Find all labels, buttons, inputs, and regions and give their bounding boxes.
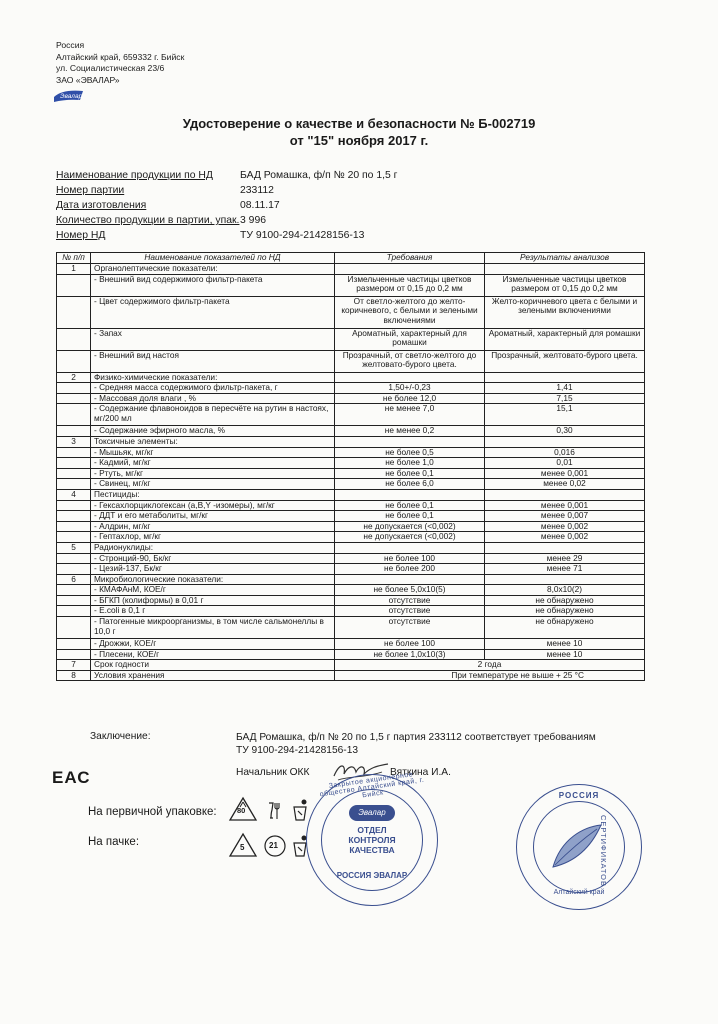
result: менее 0,002 (485, 532, 645, 543)
requirement: не более 6,0 (335, 479, 485, 490)
info-value: 08.11.17 (240, 200, 280, 211)
table-header-row (57, 253, 645, 264)
row-number: 6 (57, 574, 91, 585)
bin-icon (292, 798, 310, 824)
result: менее 0,02 (485, 479, 645, 490)
indicator-name: - Ртуть, мг/кг (91, 468, 335, 479)
table-row (57, 479, 645, 490)
indicator-name: Радионуклиды: (91, 542, 335, 553)
indicator-name: Органолептические показатели: (91, 264, 335, 275)
row-number (57, 606, 91, 617)
indicator-name: - Стронций-90, Бк/кг (91, 553, 335, 564)
info-value: ТУ 9100-294-21428156-13 (240, 230, 365, 241)
requirement (335, 542, 485, 553)
table-row (57, 585, 645, 596)
table-row (57, 564, 645, 575)
row-number (57, 468, 91, 479)
row-number (57, 564, 91, 575)
address-line: Россия (56, 40, 85, 50)
table-row (57, 532, 645, 543)
requirement: Прозрачный, от светло-желтого до желтовато-бурого цвета. (335, 350, 485, 372)
requirement: Ароматный, характерный для ромашки (335, 328, 485, 350)
info-row-nd (56, 230, 364, 241)
table-row (57, 393, 645, 404)
info-value: 233112 (240, 185, 274, 196)
document-title (0, 115, 718, 149)
row-number (57, 595, 91, 606)
conclusion-label: Заключение: (90, 731, 151, 742)
result (485, 574, 645, 585)
table-row (57, 639, 645, 650)
info-value: БАД Ромашка, ф/п № 20 по 1,5 г (240, 170, 398, 181)
row-number: 8 (57, 670, 91, 681)
requirement: не более 100 (335, 553, 485, 564)
row-number (57, 511, 91, 522)
result: не обнаружено (485, 595, 645, 606)
indicator-name: - КМАФАнМ, КОЕ/г (91, 585, 335, 596)
stamp-line: КАЧЕСТВА (349, 845, 395, 855)
table-row (57, 670, 645, 681)
indicator-name: - Внешний вид настоя (91, 350, 335, 372)
stamp-top-text: РОССИЯ (558, 791, 600, 800)
title-line-2: от "15" ноября 2017 г. (289, 133, 429, 148)
requirement (335, 574, 485, 585)
row-number (57, 383, 91, 394)
title-line-1: Удостоверение о качестве и безопасности № Б-002719 (182, 116, 536, 131)
row-number (57, 447, 91, 458)
indicator-name: - БГКП (колиформы) в 0,01 г (91, 595, 335, 606)
result: Прозрачный, желтовато-бурого цвета. (485, 350, 645, 372)
requirement: не более 1,0x10(3) (335, 649, 485, 660)
signature-role: Начальник ОКК (236, 767, 310, 778)
table-body (57, 264, 645, 681)
indicator-name: - Кадмий, мг/кг (91, 458, 335, 469)
row-number (57, 404, 91, 426)
table-section-row (57, 436, 645, 447)
indicator-name: Физико-химические показатели: (91, 372, 335, 383)
company-name: ЗАО «ЭВАЛАР» (56, 74, 120, 85)
result: 0,01 (485, 458, 645, 469)
recycling-21-icon (262, 834, 288, 858)
requirement (335, 264, 485, 275)
info-row-quantity (56, 215, 266, 226)
requirement: не менее 0,2 (335, 426, 485, 437)
requirement: отсутствие (335, 617, 485, 639)
result: 1,41 (485, 383, 645, 394)
table-row (57, 606, 645, 617)
package-label: На пачке: (88, 836, 140, 848)
table-row (57, 649, 645, 660)
eac-mark: ЕАС (52, 768, 91, 787)
requirement: не более 0,1 (335, 468, 485, 479)
indicator-name: - Дрожжи, КОЕ/г (91, 639, 335, 650)
requirement: отсутствие (335, 595, 485, 606)
requirement (335, 436, 485, 447)
row-number: 5 (57, 542, 91, 553)
row-number: 7 (57, 660, 91, 671)
row-number (57, 617, 91, 639)
conclusion-line-1: БАД Ромашка, ф/п № 20 по 1,5 г партия 233112 соответствует требованиям (236, 732, 596, 743)
indicator-name: - Массовая доля влаги , % (91, 393, 335, 404)
quality-table (56, 252, 645, 681)
row-number (57, 639, 91, 650)
indicator-name: - ДДТ и его метаболиты, мг/кг (91, 511, 335, 522)
indicator-name: Пестициды: (91, 489, 335, 500)
info-label: Дата изготовления (56, 200, 147, 211)
company-address (56, 40, 184, 86)
row-number (57, 532, 91, 543)
row-number (57, 350, 91, 372)
result: менее 0,002 (485, 521, 645, 532)
row-number: 1 (57, 264, 91, 275)
info-row-date (56, 200, 280, 211)
requirement: не менее 7,0 (335, 404, 485, 426)
info-row-product (56, 170, 397, 181)
indicator-name: Условия хранения (91, 670, 335, 681)
requirement: не более 5,0x10(5) (335, 585, 485, 596)
stamp-ring-text: СЕРТИФИКАТОВ (599, 815, 608, 888)
indicator-name: Срок годности (91, 660, 335, 671)
indicator-name: - Гептахлор, мг/кг (91, 532, 335, 543)
requirement (335, 372, 485, 383)
result: Измельченные частицы цветков размером от 0,15 до 0,2 мм (485, 274, 645, 296)
info-label: Наименование продукции по НД (56, 170, 213, 181)
result: менее 0,007 (485, 511, 645, 522)
stamp-logo: Эвалар (349, 805, 395, 821)
row-number: 4 (57, 489, 91, 500)
info-label: Номер партии (56, 185, 125, 196)
table-section-row (57, 372, 645, 383)
info-label: Количество продукции в партии, упак. (56, 215, 240, 226)
row-number (57, 649, 91, 660)
row-value: При температуре не выше + 25 °С (335, 670, 645, 681)
signature-name: Вяткина И.А. (390, 767, 451, 778)
stamp-ring-text: Закрытое акционерное общество Алтайский край, г. Бийск (319, 771, 425, 800)
indicator-name: - Цезий-137, Бк/кг (91, 564, 335, 575)
result: 0,016 (485, 447, 645, 458)
result (485, 489, 645, 500)
indicator-name: - Мышьяк, мг/кг (91, 447, 335, 458)
result (485, 264, 645, 275)
result: 7,15 (485, 393, 645, 404)
indicator-name: - Цвет содержимого фильтр-пакета (91, 296, 335, 328)
indicator-name: - Содержание флавоноидов в пересчёте на рутин в настоях, мг/200 мл (91, 404, 335, 426)
table-row (57, 553, 645, 564)
requirement: отсутствие (335, 606, 485, 617)
result: 15,1 (485, 404, 645, 426)
result: менее 29 (485, 553, 645, 564)
row-number (57, 553, 91, 564)
result: не обнаружено (485, 617, 645, 639)
requirement: не более 200 (335, 564, 485, 575)
table-row (57, 383, 645, 394)
indicator-name: - Алдрин, мг/кг (91, 521, 335, 532)
indicator-name: - Патогенные микроорганизмы, в том числе сальмонеллы в 10,0 г (91, 617, 335, 639)
table-row (57, 328, 645, 350)
table-row (57, 447, 645, 458)
result: 0,30 (485, 426, 645, 437)
leaf-emblem-icon (547, 819, 607, 873)
table-row (57, 426, 645, 437)
table-row (57, 595, 645, 606)
requirement: Измельченные частицы цветков размером от 0,15 до 0,2 мм (335, 274, 485, 296)
header-results: Результаты анализов (485, 253, 645, 264)
table-section-row (57, 264, 645, 275)
recycling-80-icon (228, 796, 258, 822)
row-number: 2 (57, 372, 91, 383)
table-section-row (57, 542, 645, 553)
requirement: 1,50+/-0,23 (335, 383, 485, 394)
recycling-5-icon (228, 832, 258, 858)
address-line: ул. Социалистическая 23/6 (56, 63, 165, 73)
indicator-name: - Плесени, КОЕ/г (91, 649, 335, 660)
result: Ароматный, характерный для ромашки (485, 328, 645, 350)
recycling-code: 21 (269, 841, 278, 850)
requirement: не более 1,0 (335, 458, 485, 469)
indicator-name: - E.coli в 0,1 г (91, 606, 335, 617)
row-number (57, 328, 91, 350)
indicator-name: Микробиологические показатели: (91, 574, 335, 585)
info-label: Номер НД (56, 230, 106, 241)
row-number (57, 521, 91, 532)
conclusion-line-2: ТУ 9100-294-21428156-13 (236, 745, 359, 756)
logo-text: Эвалар (60, 93, 83, 100)
table-row (57, 296, 645, 328)
stamp-center (333, 825, 411, 855)
requirement: не более 0,1 (335, 500, 485, 511)
result: менее 0,001 (485, 500, 645, 511)
result: менее 0,001 (485, 468, 645, 479)
stamp-line: КОНТРОЛЯ (348, 835, 396, 845)
table-row (57, 511, 645, 522)
indicator-name: - Запах (91, 328, 335, 350)
indicator-name: - Гексахлорциклогексан (a,B,Y -изомеры), мг/кг (91, 500, 335, 511)
row-number (57, 479, 91, 490)
recycling-code: 5 (240, 843, 245, 852)
row-number (57, 426, 91, 437)
stamp-bottom-text: РОССИЯ ЭВАЛАР (336, 871, 408, 880)
row-number (57, 274, 91, 296)
indicator-name: Токсичные элементы: (91, 436, 335, 447)
result (485, 436, 645, 447)
table-section-row (57, 489, 645, 500)
result: Желто-коричневого цвета с белыми и зелеными включениями (485, 296, 645, 328)
address-line: Алтайский край, 659332 г. Бийск (56, 51, 185, 62)
info-value: 3 996 (240, 215, 267, 226)
indicator-name: - Средняя масса содержимого фильтр-пакета, г (91, 383, 335, 394)
indicator-name: - Содержание эфирного масла, % (91, 426, 335, 437)
table-row (57, 468, 645, 479)
result: менее 10 (485, 649, 645, 660)
row-number (57, 585, 91, 596)
row-number (57, 296, 91, 328)
result: 8,0x10(2) (485, 585, 645, 596)
table-row (57, 274, 645, 296)
stamp-bottom-text: Алтайский край (553, 889, 605, 896)
table-row (57, 617, 645, 639)
evalar-logo (52, 88, 86, 103)
result: менее 10 (485, 639, 645, 650)
row-number (57, 458, 91, 469)
result (485, 372, 645, 383)
header-number: № п/п (57, 253, 91, 264)
header-indicator: Наименование показателей по НД (91, 253, 335, 264)
requirement: не более 12,0 (335, 393, 485, 404)
row-number (57, 393, 91, 404)
result: менее 71 (485, 564, 645, 575)
header-requirements: Требования (335, 253, 485, 264)
table-row (57, 404, 645, 426)
requirement: не более 0,5 (335, 447, 485, 458)
row-number (57, 500, 91, 511)
requirement: не более 100 (335, 639, 485, 650)
table-row (57, 500, 645, 511)
requirement: не допускается (<0,002) (335, 532, 485, 543)
indicator-name: - Внешний вид содержимого фильтр-пакета (91, 274, 335, 296)
certificate-stamp (516, 784, 642, 910)
requirement: От светло-желтого до желто-коричневого, с белыми и зелеными включениями (335, 296, 485, 328)
info-row-batch (56, 185, 274, 196)
row-value: 2 года (335, 660, 645, 671)
table-row (57, 660, 645, 671)
requirement (335, 489, 485, 500)
primary-packaging-label: На первичной упаковке: (88, 806, 217, 818)
result (485, 542, 645, 553)
row-number: 3 (57, 436, 91, 447)
table-row (57, 350, 645, 372)
table-row (57, 521, 645, 532)
stamp-line: ОТДЕЛ (357, 825, 387, 835)
requirement: не допускается (<0,002) (335, 521, 485, 532)
table-row (57, 458, 645, 469)
indicator-name: - Свинец, мг/кг (91, 479, 335, 490)
conclusion-text (236, 731, 596, 757)
table-section-row (57, 574, 645, 585)
requirement: не более 0,1 (335, 511, 485, 522)
glass-fork-icon (264, 800, 286, 822)
result: не обнаружено (485, 606, 645, 617)
recycling-code: 80 (237, 806, 246, 815)
